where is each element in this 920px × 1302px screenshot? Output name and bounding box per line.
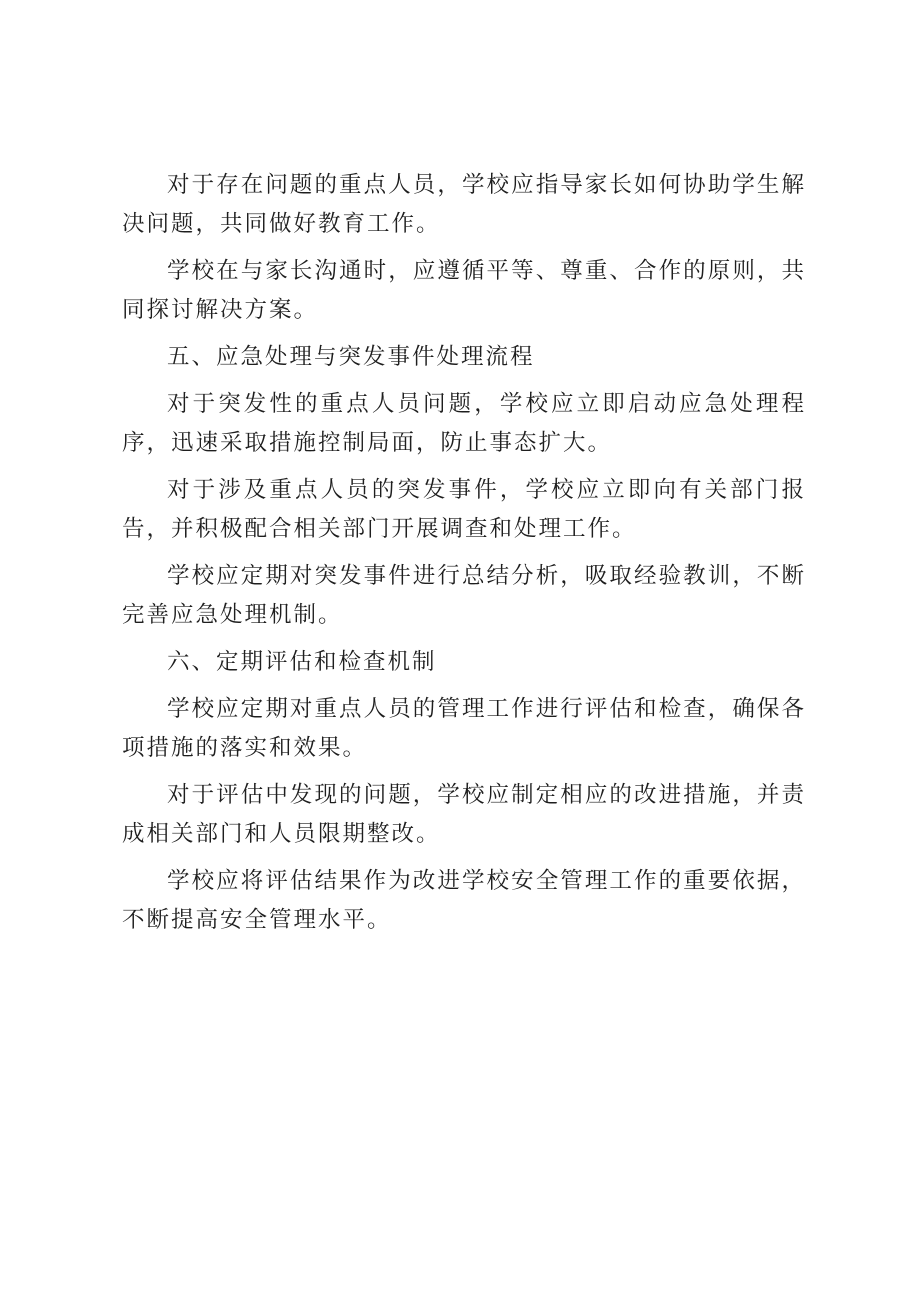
paragraph-evaluation-results: 学校应将评估结果作为改进学校安全管理工作的重要依据，不断提高安全管理水平。 xyxy=(122,868,806,933)
paragraph-parent-communication: 学校在与家长沟通时，应遵循平等、尊重、合作的原则，共同探讨解决方案。 xyxy=(122,258,806,323)
paragraph-evaluation-regular: 学校应定期对重点人员的管理工作进行评估和检查，确保各项措施的落实和效果。 xyxy=(122,696,806,761)
paragraph-emergency-report: 对于涉及重点人员的突发事件，学校应立即向有关部门报告，并积极配合相关部门开展调查和处理工作。 xyxy=(122,477,806,542)
paragraph-emergency-procedure: 对于突发性的重点人员问题，学校应立即启动应急处理程序，迅速采取措施控制局面，防止事态扩大。 xyxy=(122,391,806,456)
section-heading-evaluation: 六、定期评估和检查机制 xyxy=(167,649,437,675)
paragraph-parent-guidance: 对于存在问题的重点人员，学校应指导家长如何协助学生解决问题，共同做好教育工作。 xyxy=(122,172,806,237)
section-heading-emergency: 五、应急处理与突发事件处理流程 xyxy=(167,344,535,370)
paragraph-emergency-review: 学校应定期对突发事件进行总结分析，吸取经验教训，不断完善应急处理机制。 xyxy=(122,563,806,628)
document-body xyxy=(122,166,806,948)
paragraph-evaluation-rectification: 对于评估中发现的问题，学校应制定相应的改进措施，并责成相关部门和人员限期整改。 xyxy=(122,782,806,847)
